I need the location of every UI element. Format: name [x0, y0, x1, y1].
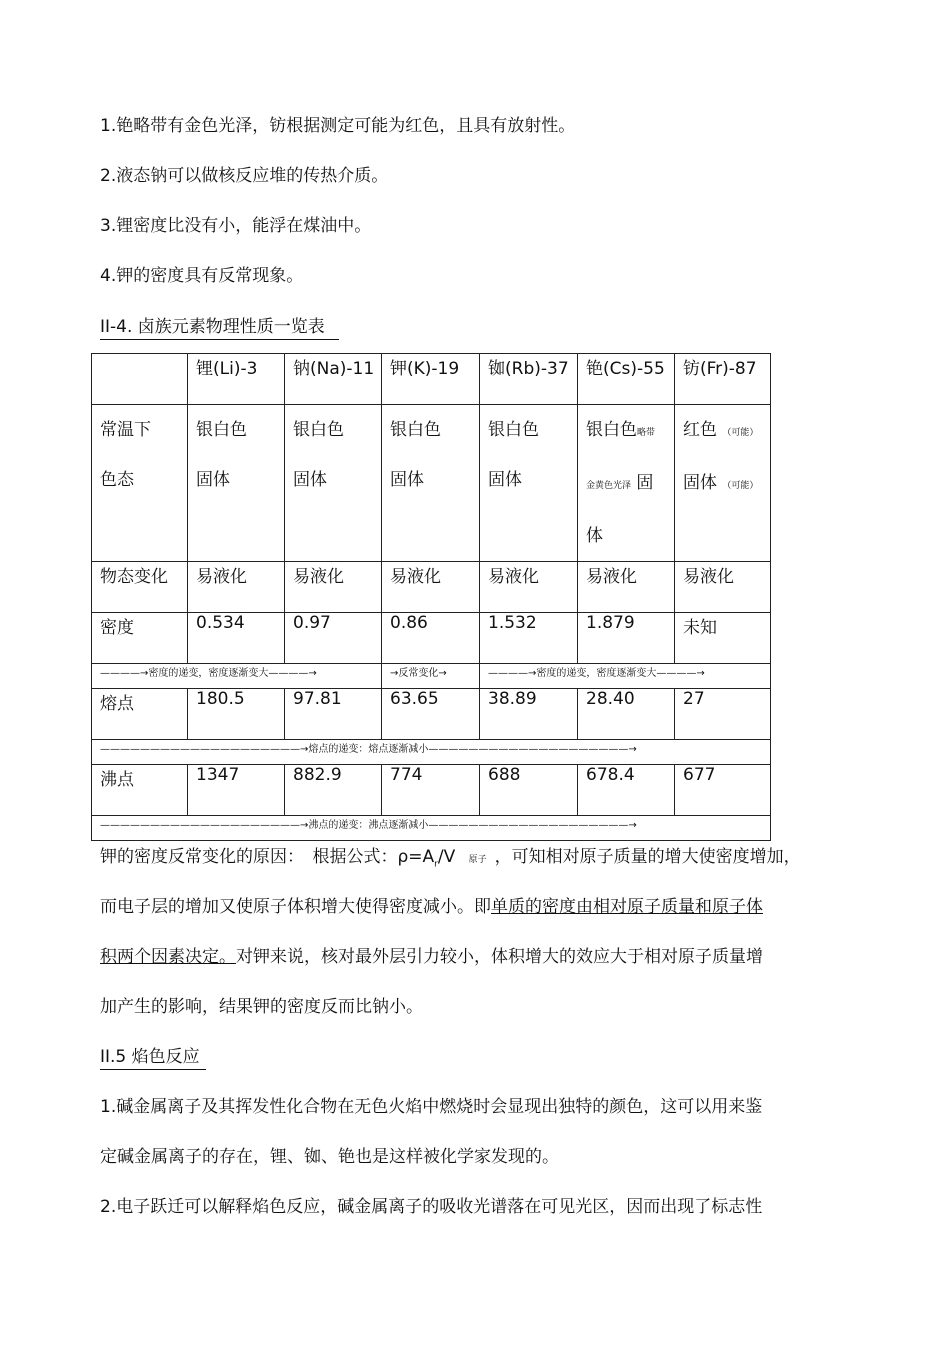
table-row-melting-trend: [92, 740, 771, 765]
table-cell: 774: [382, 765, 480, 816]
table-cell: 1347: [188, 765, 285, 816]
table-cell: 易液化: [480, 562, 578, 613]
paragraph-item-1: 1.铯略带有金色光泽，钫根据测定可能为红色，且具有放射性。: [100, 116, 576, 136]
paragraph-item-2: 2.液态钠可以做核反应堆的传热介质。: [100, 166, 389, 186]
table-cell: 0.86: [382, 613, 480, 664]
table-cell: 银白色 固体: [285, 405, 382, 562]
row-label: 沸点: [92, 765, 188, 816]
table-cell: 1.532: [480, 613, 578, 664]
header-cell: [92, 354, 188, 405]
table-row-melting-point: [92, 689, 771, 740]
table-row-color-state: [92, 405, 771, 562]
alkali-metal-properties-table: [91, 353, 771, 841]
table-cell: 红色 （可能） 固体 （可能）: [675, 405, 771, 562]
explanation-line-2: 而电子层的增加又使原子体积增大使得密度减小。即单质的密度由相对原子质量和原子体: [100, 897, 763, 917]
explanation-line-4: 加产生的影响，结果钾的密度反而比钠小。: [100, 997, 423, 1017]
header-cell: 锂(Li)-3: [188, 354, 285, 405]
header-cell: 铷(Rb)-37: [480, 354, 578, 405]
table-cell: 0.534: [188, 613, 285, 664]
header-cell: 钾(K)-19: [382, 354, 480, 405]
table-cell: 688: [480, 765, 578, 816]
table-cell: 未知: [675, 613, 771, 664]
table-cell: 677: [675, 765, 771, 816]
trend-note: →反常变化→: [382, 664, 480, 689]
section2-title: II.5 焰色反应: [100, 1045, 206, 1070]
header-cell: 钠(Na)-11: [285, 354, 382, 405]
table-cell: 易液化: [675, 562, 771, 613]
table-cell: 易液化: [382, 562, 480, 613]
table-cell: 易液化: [578, 562, 675, 613]
flame-paragraph-2-line-1: 2.电子跃迁可以解释焰色反应，碱金属离子的吸收光谱落在可见光区，因而出现了标志性: [100, 1197, 763, 1217]
table-cell: 银白色略带 金黄色光泽 固 体: [578, 405, 675, 562]
table-row-boiling-point: [92, 765, 771, 816]
trend-note: ————————————————————→熔点的递变：熔点逐渐减小————————————————————→: [92, 740, 771, 765]
table-cell: 180.5: [188, 689, 285, 740]
table-row-density: [92, 613, 771, 664]
trend-note: ————————————————————→沸点的递变：沸点逐渐减小————————————————————→: [92, 816, 771, 841]
table-row-state-change: [92, 562, 771, 613]
table-cell: 28.40: [578, 689, 675, 740]
row-label: 密度: [92, 613, 188, 664]
table-cell: 银白色 固体: [480, 405, 578, 562]
row-label: 熔点: [92, 689, 188, 740]
explanation-line-3: 积两个因素决定。对钾来说，核对最外层引力较小，体积增大的效应大于相对原子质量增: [100, 947, 763, 967]
table-cell: 银白色 固体: [188, 405, 285, 562]
section-title: II-4. 卤族元素物理性质一览表: [100, 315, 339, 340]
row-label: 常温下 色态: [92, 405, 188, 562]
table-cell: 63.65: [382, 689, 480, 740]
header-cell: 钫(Fr)-87: [675, 354, 771, 405]
table-cell: 易液化: [285, 562, 382, 613]
table-cell: 27: [675, 689, 771, 740]
table-cell: 38.89: [480, 689, 578, 740]
table-cell: 1.879: [578, 613, 675, 664]
table-row-boiling-trend: [92, 816, 771, 841]
table-cell: 678.4: [578, 765, 675, 816]
table-cell: 0.97: [285, 613, 382, 664]
trend-note: ————→密度的递变，密度逐渐变大————→: [480, 664, 771, 689]
table-cell: 882.9: [285, 765, 382, 816]
paragraph-item-3: 3.锂密度比没有小，能浮在煤油中。: [100, 216, 372, 236]
flame-paragraph-1-line-1: 1.碱金属离子及其挥发性化合物在无色火焰中燃烧时会显现出独特的颜色，这可以用来鉴: [100, 1097, 763, 1117]
table-row-density-trend: [92, 664, 771, 689]
table-cell: 易液化: [188, 562, 285, 613]
table-header-row: [92, 354, 771, 405]
table-cell: 银白色 固体: [382, 405, 480, 562]
flame-paragraph-1-line-2: 定碱金属离子的存在，锂、铷、铯也是这样被化学家发现的。: [100, 1147, 559, 1167]
table-cell: 97.81: [285, 689, 382, 740]
header-cell: 铯(Cs)-55: [578, 354, 675, 405]
trend-note: ————→密度的递变，密度逐渐变大————→: [92, 664, 382, 689]
paragraph-item-4: 4.钾的密度具有反常现象。: [100, 266, 304, 286]
explanation-line-1: 钾的密度反常变化的原因： 根据公式：$\rho=A_r/V$ 原子 ，可知相对原子质量的增大使密度增加，: [100, 847, 801, 870]
row-label: 物态变化: [92, 562, 188, 613]
